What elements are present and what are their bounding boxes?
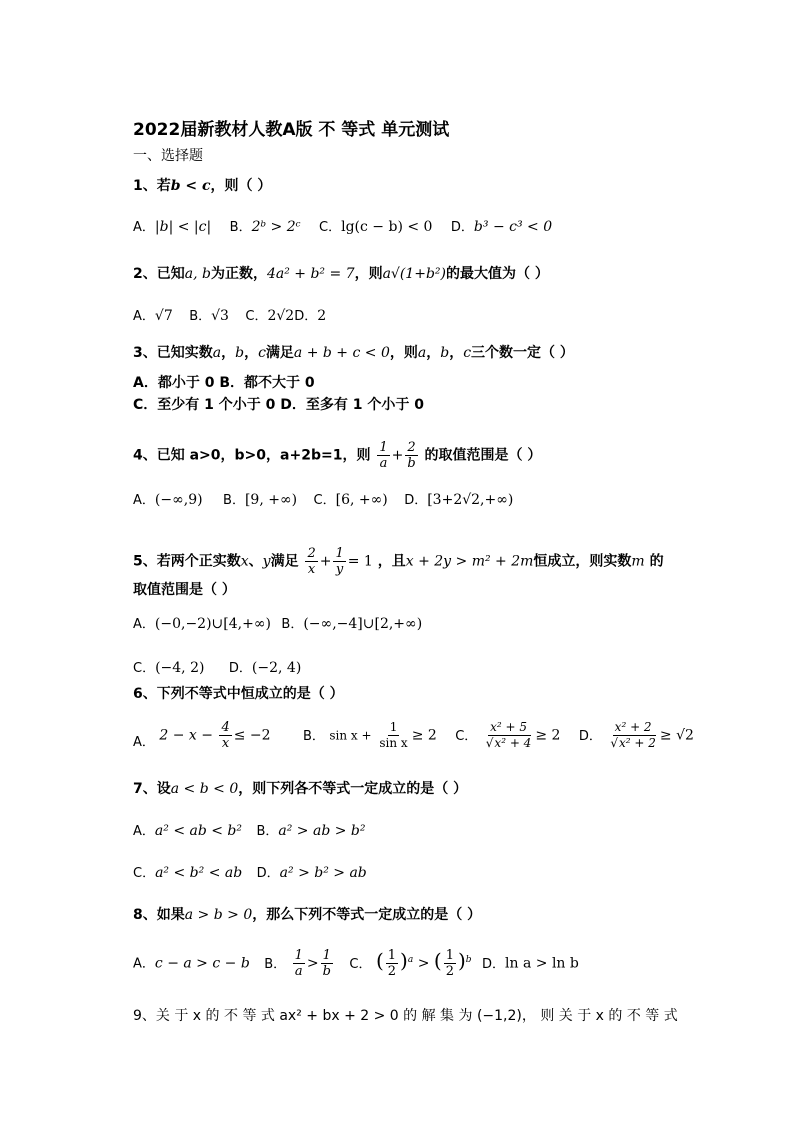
fraction-2-over-x: $\frac{2}{x}$ [307,546,316,577]
fraction-1-over-sinx: $\frac{1}{\text{sin x}}$ [379,720,408,750]
question-3-options-cd: C．至少有 1 个小于 0 D．至多有 1 个小于 0 [133,397,424,413]
question-2-options: A．√7 B．√3 C．2√2D．2 [133,308,327,324]
question-5-line2: 取值范围是（ ） [133,582,236,598]
section-heading: 一、选择题 [133,148,203,164]
fraction-x2p5-over-sqrt: $\frac{\text{x² + 5}}{\text{√x² + 4}}$ [485,720,532,750]
fraction-1-over-a: $\frac{1}{a}$ [379,440,388,471]
question-7-options-cd: C．a² < b² < ab D．a² > b² > ab [133,865,367,881]
question-3-options-ab: A．都小于 0 B．都不大于 0 [133,375,315,391]
fraction-4-over-x: $\frac{4}{x}$ [221,720,230,751]
fraction-1-over-b: $\frac{1}{b}$ [322,948,331,979]
question-7: 7、设a < b < 0，则下列各不等式一定成立的是（ ） [133,781,468,797]
question-8-options: A．c − a > c − b B． $\frac{1}{a}$ > $\frac{1}{b}$ C． ( $\frac{1}{2}$ )$^a$ > ( $\frac{1}{2}$ )$^b$ D．ln a > ln b [133,948,579,979]
question-8: 8、如果a > b > 0，那么下列不等式一定成立的是（ ） [133,907,482,923]
question-4-options: A．(−∞,9) B．[9, +∞) C．[6, +∞) D．[3+2√2,+∞) [133,492,514,508]
fraction-x2p2-over-sqrt: $\frac{\text{x² + 2}}{\text{√x² + 2}}$ [610,720,656,750]
question-9: 9、关 于 x 的 不 等 式 ax² + bx + 2 > 0 的 解 集 为 (−1,2)， 则 关 于 x 的 不 等 式 [133,1008,678,1024]
question-5: 5、若两个正实数x、y满足 $\frac{2}{x}$ + $\frac{1}{y}$ = 1 ，且x + 2y > m² + 2m恒成立，则实数m 的 [133,546,664,577]
question-1-options: A．|b| < |c| B．2ᵇ > 2ᶜ C．lg(c − b) < 0 D．b³ − c³ < 0 [133,219,553,235]
question-2: 2、已知a, b为正数，4a² + b² = 7，则a√(1+b²)的最大值为（ ） [133,266,549,282]
fraction-2-over-b: $\frac{2}{b}$ [407,440,416,471]
question-3: 3、已知实数a，b，c满足a + b + c < 0，则a，b，c三个数一定（ ） [133,345,574,361]
fraction-1-over-y: $\frac{1}{y}$ [335,546,344,577]
question-6-options: A． 2 − x − $\frac{4}{x}$ ≤ −2 B． sin x + $\frac{1}{\text{sin x}}$ ≥ 2 C． $\frac{\text{x² + 5}}{\text{√x² + 4}}$ ≥ 2 D． $\frac{\text{x² + 2}}{\text{√x² + 2}}$ ≥ √2 [133,720,694,751]
question-5-options-ab: A．(−0,−2)∪[4,+∞) B．(−∞,−4]∪[2,+∞) [133,616,423,632]
fraction-half-b: $\frac{1}{2}$ [445,948,454,979]
question-6: 6、下列不等式中恒成立的是（ ） [133,686,344,702]
question-1: 1、若b < c，则（ ） [133,178,272,194]
fraction-half-a: $\frac{1}{2}$ [387,948,397,979]
question-5-options-cd: C．(−4, 2) D．(−2, 4) [133,660,302,676]
fraction-1-over-a: $\frac{1}{a}$ [294,948,303,979]
question-4: 4、已知 a>0，b>0，a+2b=1，则 $\frac{1}{a}$ + $\frac{2}{b}$ 的取值范围是（ ） [133,440,542,471]
page-title: 2022届新教材人教A版 不 等式 单元测试 [133,120,450,140]
question-7-options-ab: A．a² < ab < b² B．a² > ab > b² [133,823,366,839]
